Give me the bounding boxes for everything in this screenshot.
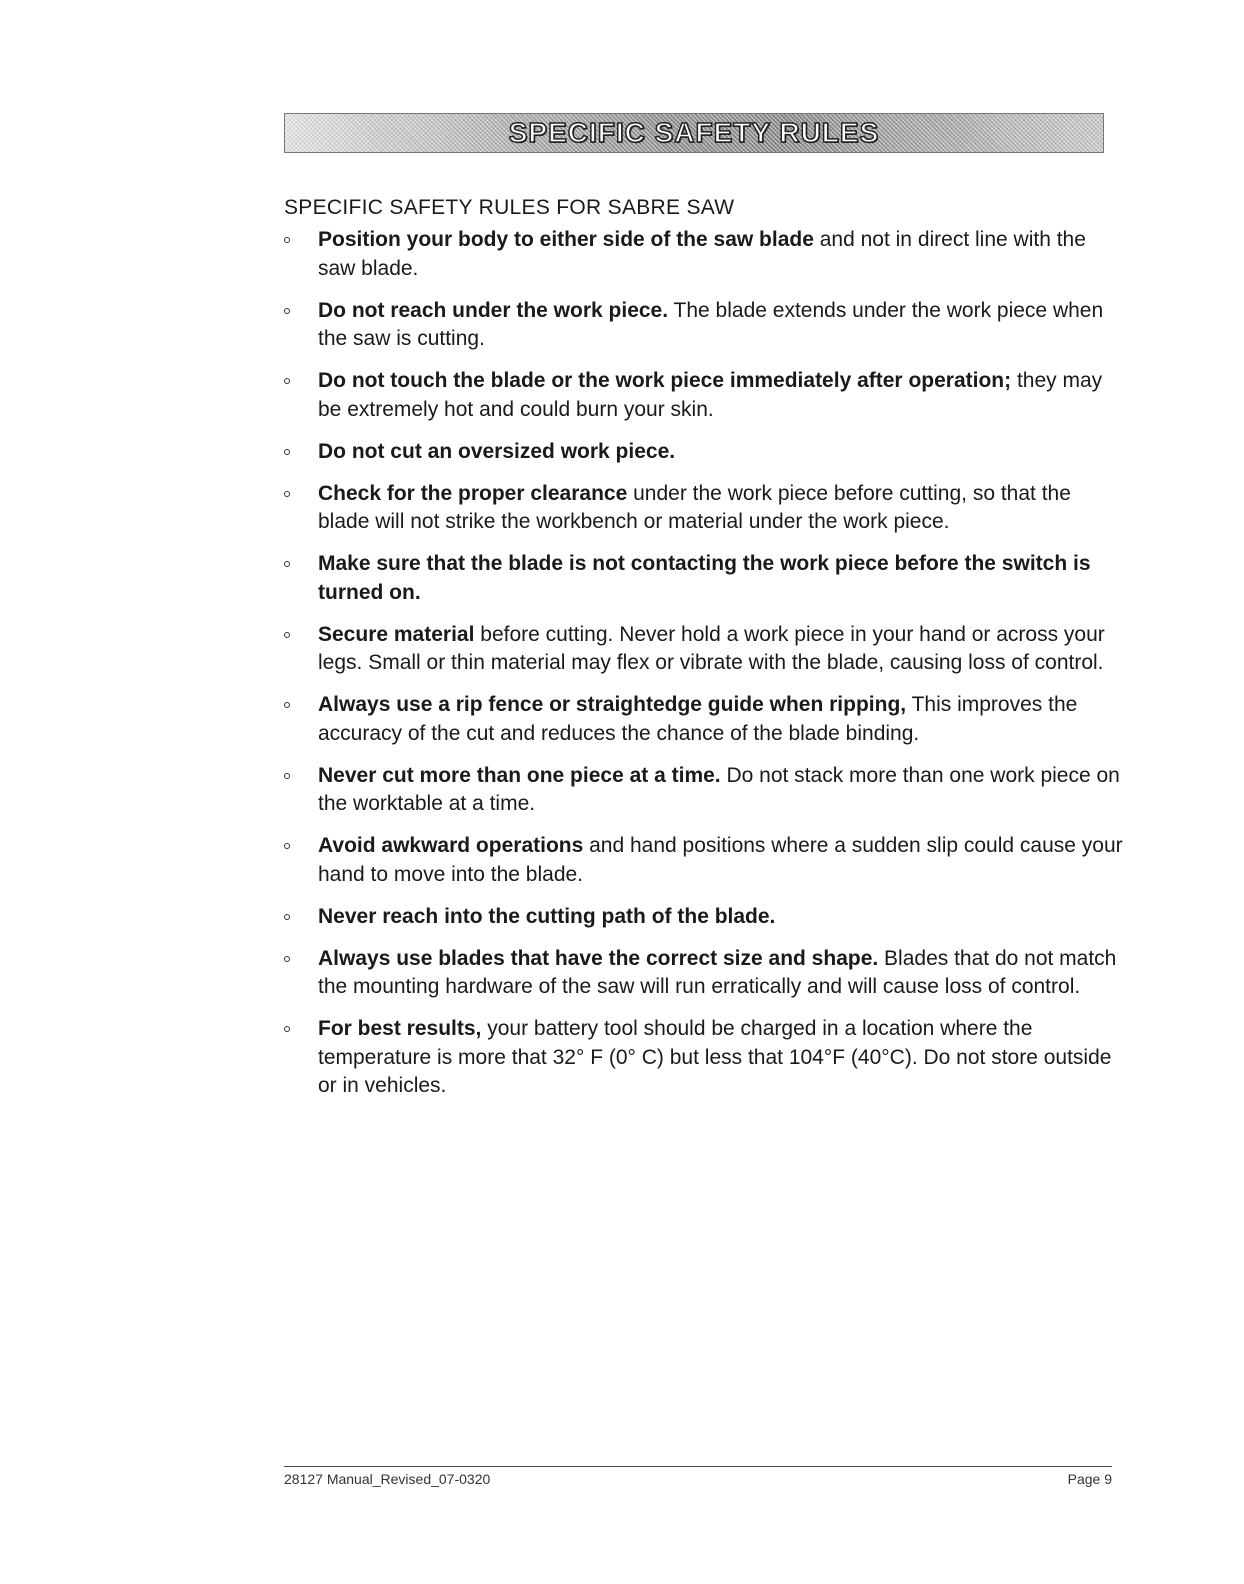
bullet-icon — [284, 956, 290, 962]
rule-item — [284, 621, 1124, 678]
bullet-icon — [284, 914, 290, 920]
rule-lead: Do not cut an oversized work piece. — [318, 439, 676, 463]
rule-text: and hand positions where a sudden slip could cause your hand to move into the blade. — [318, 834, 1123, 886]
bullet-icon — [284, 237, 290, 243]
rule-lead: Check for the proper clearance — [318, 481, 628, 505]
bullet-icon — [284, 449, 290, 455]
bullet-icon — [284, 491, 290, 497]
rule-item — [284, 480, 1124, 537]
page-number: Page 9 — [1067, 1471, 1112, 1487]
bullet-icon — [284, 378, 290, 384]
section-heading: SPECIFIC SAFETY RULES FOR SABRE SAW — [284, 196, 735, 219]
rule-text: under the work piece before cutting, so that the blade will not strike the workbench or material under the work piece. — [318, 481, 1071, 533]
rule-item — [284, 1015, 1124, 1101]
rule-item — [284, 226, 1124, 283]
rule-lead: Secure material — [318, 622, 475, 646]
rule-lead: Always use a rip fence or straightedge guide when ripping, — [318, 693, 907, 716]
bullet-icon — [284, 702, 290, 708]
rule-text: The blade extends under the work piece when the saw is cutting. — [318, 298, 1104, 350]
safety-rules-list — [284, 226, 1124, 1114]
bullet-icon — [284, 843, 290, 849]
rule-lead: Do not touch the blade or the work piece immediately after operation; — [318, 369, 1012, 392]
rule-lead: Position your body to either side of the saw blade — [318, 228, 814, 251]
section-banner — [284, 113, 1104, 153]
rule-item — [284, 903, 1124, 932]
rule-lead: Make sure that the blade is not contacting the work piece before the switch is turned on. — [318, 552, 1091, 604]
rule-item — [284, 550, 1124, 607]
document-id: 28127 Manual_Revised_07-0320 — [284, 1471, 491, 1487]
rule-lead: Avoid awkward operations — [318, 834, 584, 857]
bullet-icon — [284, 308, 290, 314]
rule-text: Blades that do not match the mounting hardware of the saw will run erratically and will cause loss of control. — [318, 946, 1117, 998]
rule-lead: For best results, — [318, 1017, 482, 1040]
rule-item — [284, 438, 1124, 467]
rule-item — [284, 832, 1124, 889]
bullet-icon — [284, 773, 290, 779]
banner-title: SPECIFIC SAFETY RULES — [508, 117, 880, 148]
rule-item — [284, 691, 1124, 748]
bullet-icon — [284, 632, 290, 638]
page-footer — [284, 1466, 1112, 1487]
rule-lead: Never reach into the cutting path of the blade. — [318, 904, 776, 928]
rule-text: Do not stack more than one work piece on the worktable at a time. — [318, 763, 1120, 815]
rule-text: your battery tool should be charged in a location where the temperature is more that 32° F (0° C) but less that 104°F (40°C). Do not store outside or in vehicles. — [318, 1017, 1112, 1097]
rule-lead: Do not reach under the work piece. — [318, 298, 669, 322]
bullet-icon — [284, 561, 290, 567]
rule-item — [284, 367, 1124, 424]
rule-text: and not in direct line with the saw blade. — [318, 228, 1086, 280]
rule-text: they may be extremely hot and could burn your skin. — [318, 369, 1103, 421]
rule-lead: Never cut more than one piece at a time. — [318, 763, 721, 787]
rule-text: This improves the accuracy of the cut and reduces the chance of the blade binding. — [318, 693, 1078, 745]
bullet-icon — [284, 1026, 290, 1032]
rule-item — [284, 297, 1124, 354]
rule-lead: Always use blades that have the correct size and shape. — [318, 946, 879, 970]
rule-item — [284, 762, 1124, 819]
rule-text: before cutting. Never hold a work piece in your hand or across your legs. Small or thin material may flex or vibrate with the blade, causing loss of control. — [318, 622, 1105, 674]
rule-item — [284, 945, 1124, 1002]
